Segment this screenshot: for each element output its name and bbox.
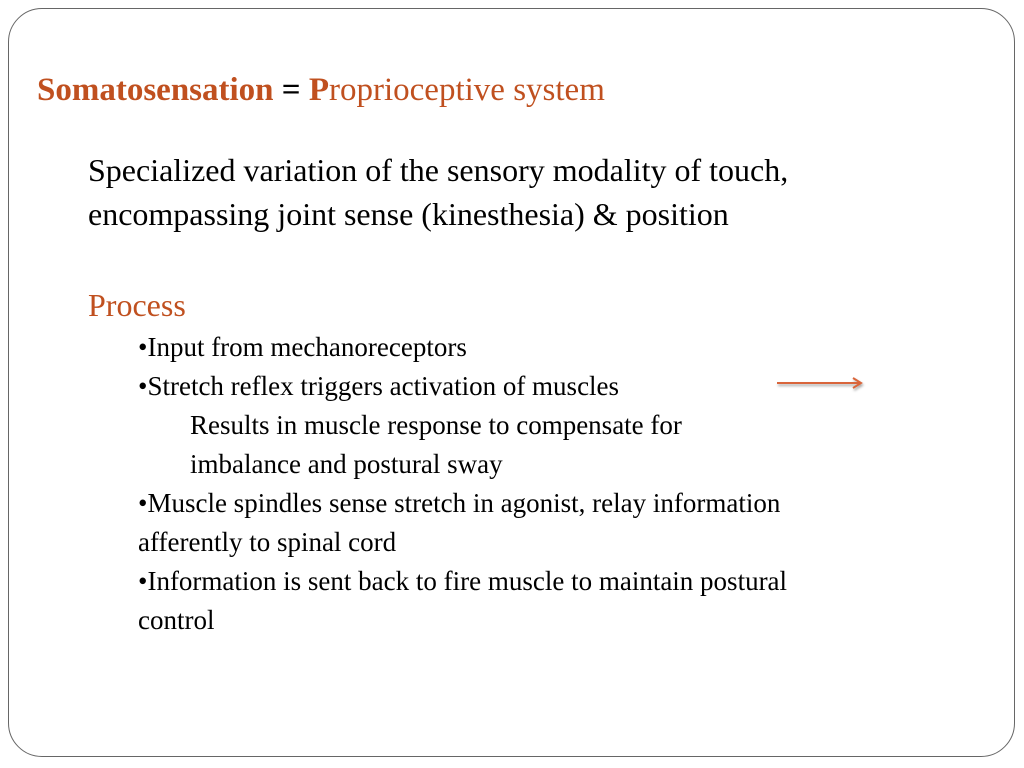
process-heading: Process [88,287,186,323]
right-arrow-icon [775,374,867,394]
bullet-item: •Muscle spindles sense stretch in agonist, relay information afferently to spinal cord [138,488,781,557]
title-initial: P [308,72,330,108]
bullet-item: •Information is sent back to fire muscle to maintain postural control [138,566,788,635]
title-definition: roprioceptive system [329,72,605,108]
bullet-item: •Stretch reflex triggers activation of muscles [138,371,620,401]
intro-paragraph: Specialized variation of the sensory modality of touch, encompassing joint sense (kinesthesia) & position [88,152,789,232]
slide-title [37,70,605,110]
bullet-item: •Input from mechanoreceptors [138,332,467,362]
title-term: Somatosensation [37,72,274,108]
sub-bullet-line: Results in muscle response to compensate for [190,410,682,440]
title-equals: = [273,72,309,108]
bullet-list [138,328,868,640]
sub-bullet-line: imbalance and postural sway [190,449,503,479]
